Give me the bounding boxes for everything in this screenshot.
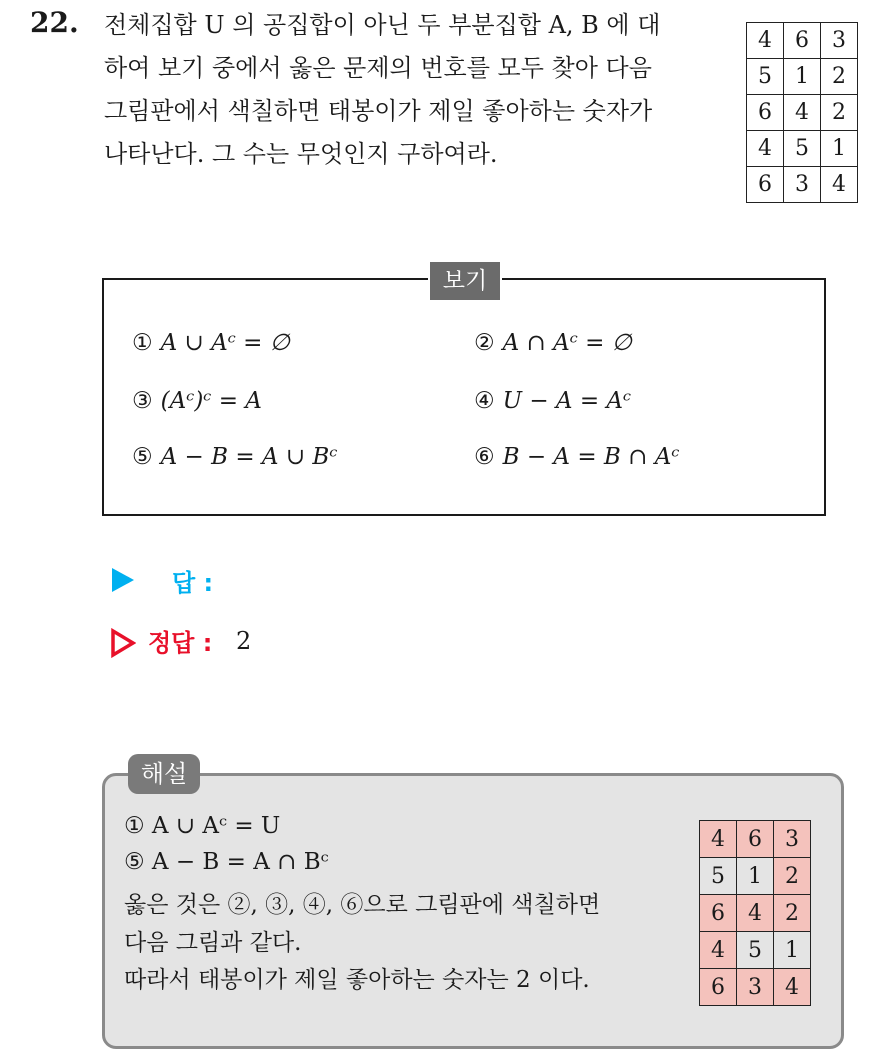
grid-cell: 2 <box>821 95 858 131</box>
grid-cell: 1 <box>737 858 774 895</box>
question-line: 전체집합 U 의 공집합이 아닌 두 부분집합 A, B 에 대 <box>104 11 661 39</box>
option-number: ③ <box>132 388 153 414</box>
grid-cell: 3 <box>737 969 774 1006</box>
option-expr: U − A = Aᶜ <box>502 388 632 414</box>
grid-row <box>700 858 811 895</box>
bogi-option-3 <box>132 388 262 414</box>
explanation-line: ⑤ A − B = A ∩ Bᶜ <box>124 849 329 875</box>
explanation-line: 옳은 것은 ②, ③, ④, ⑥으로 그림판에 색칠하면 <box>124 892 601 918</box>
grid-cell: 3 <box>821 23 858 59</box>
option-expr: A ∩ Aᶜ = ∅ <box>502 330 632 356</box>
correct-value: 2 <box>236 627 252 655</box>
explanation-grid <box>699 820 811 1006</box>
explanation-line: ① A ∪ Aᶜ = U <box>124 813 281 839</box>
answer-arrow-icon <box>112 568 134 592</box>
question-grid <box>746 22 858 203</box>
option-expr: A ∪ Aᶜ = ∅ <box>160 330 290 356</box>
grid-cell: 4 <box>700 821 737 858</box>
option-expr: (Aᶜ)ᶜ = A <box>160 388 262 414</box>
grid-cell: 5 <box>737 932 774 969</box>
grid-row <box>747 167 858 203</box>
grid-cell: 4 <box>821 167 858 203</box>
question-line: 나타난다. 그 수는 무엇인지 구하여라. <box>104 140 498 168</box>
grid-row <box>747 131 858 167</box>
option-number: ⑥ <box>474 444 495 470</box>
grid-cell: 5 <box>784 131 821 167</box>
grid-row <box>700 932 811 969</box>
option-number: ⑤ <box>132 444 153 470</box>
grid-cell: 6 <box>700 969 737 1006</box>
question-line: 그림판에서 색칠하면 태봉이가 제일 좋아하는 숫자가 <box>104 97 653 125</box>
grid-cell: 6 <box>747 167 784 203</box>
grid-cell: 4 <box>700 932 737 969</box>
grid-cell: 2 <box>821 59 858 95</box>
grid-cell: 6 <box>737 821 774 858</box>
grid-row <box>747 23 858 59</box>
grid-row <box>747 59 858 95</box>
question-text <box>104 4 724 176</box>
grid-cell: 4 <box>747 23 784 59</box>
question-line: 하여 보기 중에서 옳은 문제의 번호를 모두 찾아 다음 <box>104 54 652 82</box>
grid-cell: 2 <box>774 858 811 895</box>
answer-label: 답 : <box>172 569 214 597</box>
grid-cell: 6 <box>784 23 821 59</box>
grid-cell: 2 <box>774 895 811 932</box>
grid-row <box>700 969 811 1006</box>
grid-cell: 1 <box>784 59 821 95</box>
grid-cell: 1 <box>821 131 858 167</box>
grid-cell: 3 <box>784 167 821 203</box>
grid-row <box>700 821 811 858</box>
grid-cell: 4 <box>784 95 821 131</box>
option-number: ① <box>132 330 153 356</box>
option-number: ④ <box>474 388 495 414</box>
grid-cell: 6 <box>700 895 737 932</box>
explanation-line: 다음 그림과 같다. <box>124 930 302 956</box>
option-expr: A − B = A ∪ Bᶜ <box>160 444 338 470</box>
grid-cell: 6 <box>747 95 784 131</box>
explanation-line: 따라서 태봉이가 제일 좋아하는 숫자는 2 이다. <box>124 967 590 993</box>
correct-arrow-icon <box>110 628 136 658</box>
bogi-option-5 <box>132 444 337 470</box>
explanation-label: 해설 <box>128 754 200 794</box>
question-number: 22. <box>30 6 79 39</box>
bogi-option-6 <box>474 444 679 470</box>
bogi-option-1 <box>132 330 290 356</box>
grid-cell: 1 <box>774 932 811 969</box>
grid-cell: 5 <box>700 858 737 895</box>
correct-label: 정답 : <box>148 629 213 657</box>
bogi-label: 보기 <box>428 260 502 302</box>
option-expr: B − A = B ∩ Aᶜ <box>502 444 680 470</box>
grid-row <box>747 95 858 131</box>
bogi-option-2 <box>474 330 632 356</box>
grid-cell: 4 <box>747 131 784 167</box>
grid-cell: 4 <box>774 969 811 1006</box>
grid-cell: 4 <box>737 895 774 932</box>
option-number: ② <box>474 330 495 356</box>
grid-cell: 3 <box>774 821 811 858</box>
grid-row <box>700 895 811 932</box>
grid-cell: 5 <box>747 59 784 95</box>
bogi-option-4 <box>474 388 631 414</box>
